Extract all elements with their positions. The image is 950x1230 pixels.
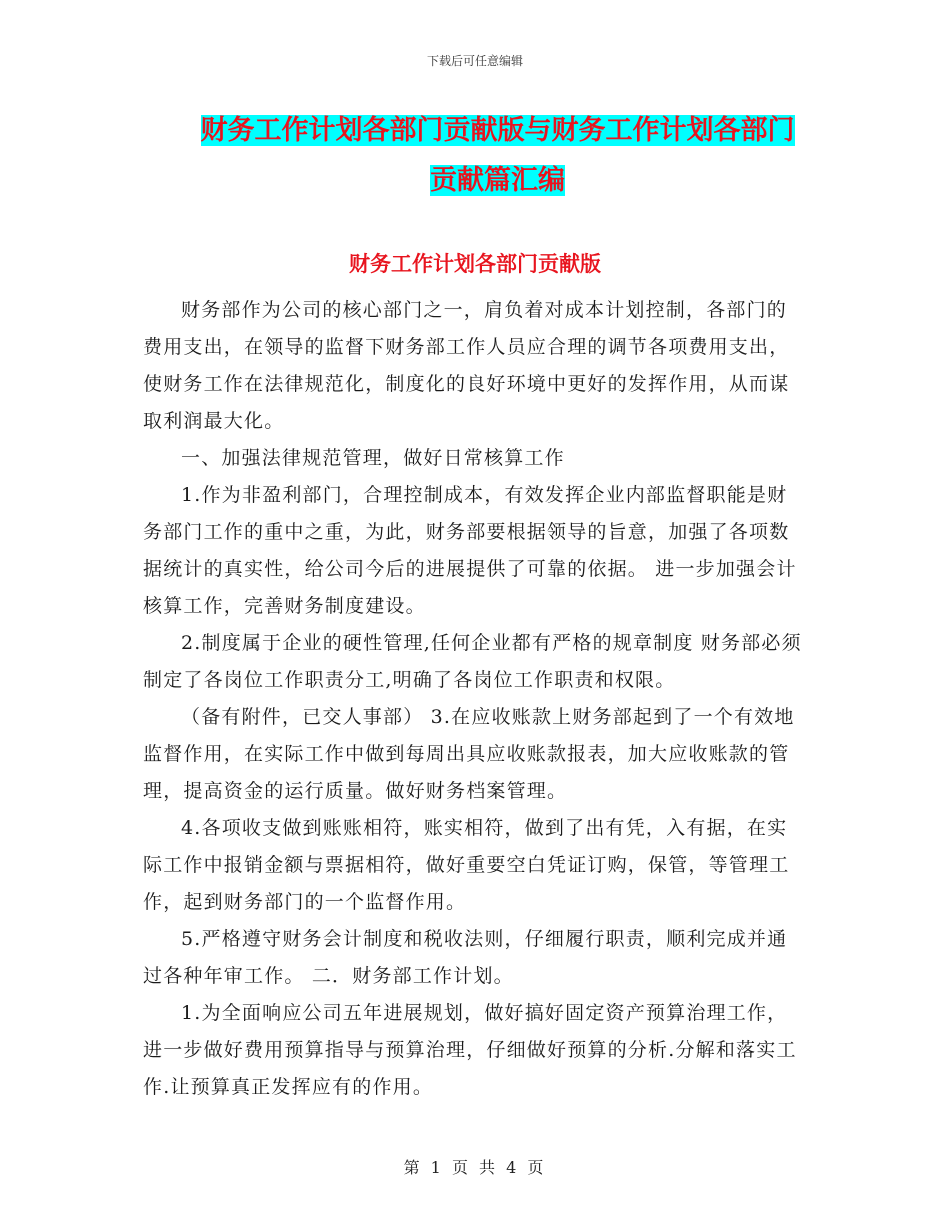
paragraph-6: 4.各项收支做到账账相符，账实相符，做到了出有凭，入有据，在实际工作中报销金额与票据相符，做好重要空白凭证订购，保管，等管理工作，起到财务部门的一个监督作用。 bbox=[143, 817, 790, 913]
section-title: 财务工作计划各部门贡献版 bbox=[349, 252, 601, 276]
document-body bbox=[143, 292, 806, 1106]
paragraph-8: 1.为全面响应公司五年进展规划，做好搞好固定资产预算治理工作，进一步做好费用预算指导与预算治理，仔细做好预算的分析.分解和落实工作.让预算真正发挥应有的作用。 bbox=[143, 1002, 797, 1098]
paragraph-1: 财务部作为公司的核心部门之一，肩负着对成本计划控制，各部门的费用支出，在领导的监督下财务部工作人员应合理的调节各项费用支出，使财务工作在法律规范化，制度化的良好环境中更好的发挥作用，从而谋取利润最大化。 bbox=[143, 299, 790, 432]
paragraph-3: 1.作为非盈利部门，合理控制成本，有效发挥企业内部监督职能是财务部门工作的重中之重，为此，财务部要根据领导的旨意，加强了各项数据统计的真实性，给公司今后的进展提供了可靠的依据。 进一步加强会计核算工作，完善财务制度建设。 bbox=[143, 484, 797, 617]
paragraph-4: 2.制度属于企业的硬性管理,任何企业都有严格的规章制度 财务部必须制定了各岗位工作职责分工,明确了各岗位工作职责和权限。 bbox=[143, 632, 802, 691]
paragraph-5: （备有附件，已交人事部） 3.在应收账款上财务部起到了一个有效地监督作用，在实际工作中做到每周出具应收账款报表，加大应收账款的管理，提高资金的运行质量。做好财务档案管理。 bbox=[143, 706, 795, 802]
paragraph-2: 一、加强法律规范管理，做好日常核算工作 bbox=[181, 447, 565, 469]
paragraph-7: 5.严格遵守财务会计制度和税收法则，仔细履行职责，顺利完成并通过各种年审工作。 二．财务部工作计划。 bbox=[143, 928, 788, 987]
header-note: 下载后可任意编辑 bbox=[426, 54, 523, 68]
page-footer: 第 1 页 共 4 页 bbox=[403, 1158, 547, 1177]
document-title-text: 财务工作计划各部门贡献版与财务工作计划各部门贡献篇汇编 bbox=[200, 115, 795, 196]
document-title bbox=[190, 106, 805, 206]
